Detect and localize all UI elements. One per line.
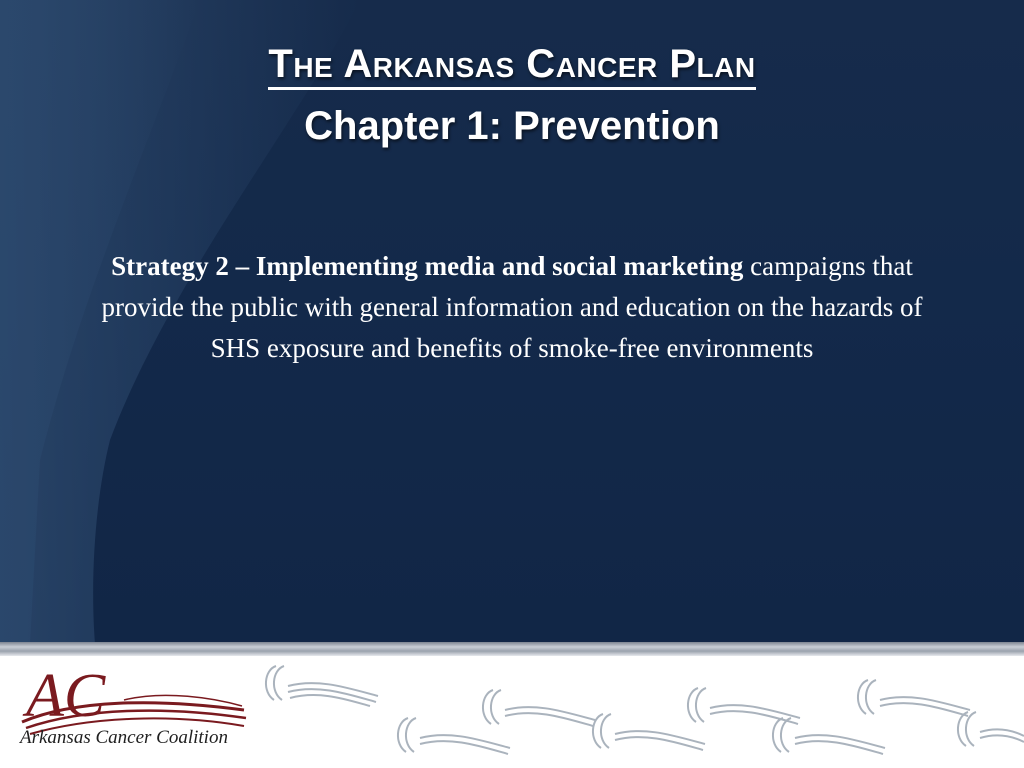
swoosh-mark <box>773 718 885 754</box>
swoosh-decorations <box>250 656 1024 768</box>
strategy-bold-lead: Strategy 2 – Implementing media and social marketing <box>111 251 744 281</box>
swoosh-mark <box>858 680 970 716</box>
strategy-paragraph <box>100 246 924 369</box>
swoosh-mark <box>958 712 1024 746</box>
slide-subtitle: Chapter 1: Prevention <box>304 104 720 148</box>
swoosh-mark <box>266 666 378 706</box>
logo-text: Arkansas Cancer Coalition <box>20 727 228 748</box>
logo-monogram: AC <box>26 662 106 730</box>
swoosh-mark <box>593 714 705 750</box>
swoosh-mark <box>398 718 510 754</box>
swoosh-mark <box>483 690 595 726</box>
slide-title-text: The Arkansas Cancer Plan <box>268 42 755 90</box>
slide-title <box>0 40 1024 88</box>
panel-border <box>0 642 1024 656</box>
strategy-rest: campaigns that provide the public with general information and education on the hazards of SHS exposure and benefits of smoke-free environments <box>101 251 923 363</box>
